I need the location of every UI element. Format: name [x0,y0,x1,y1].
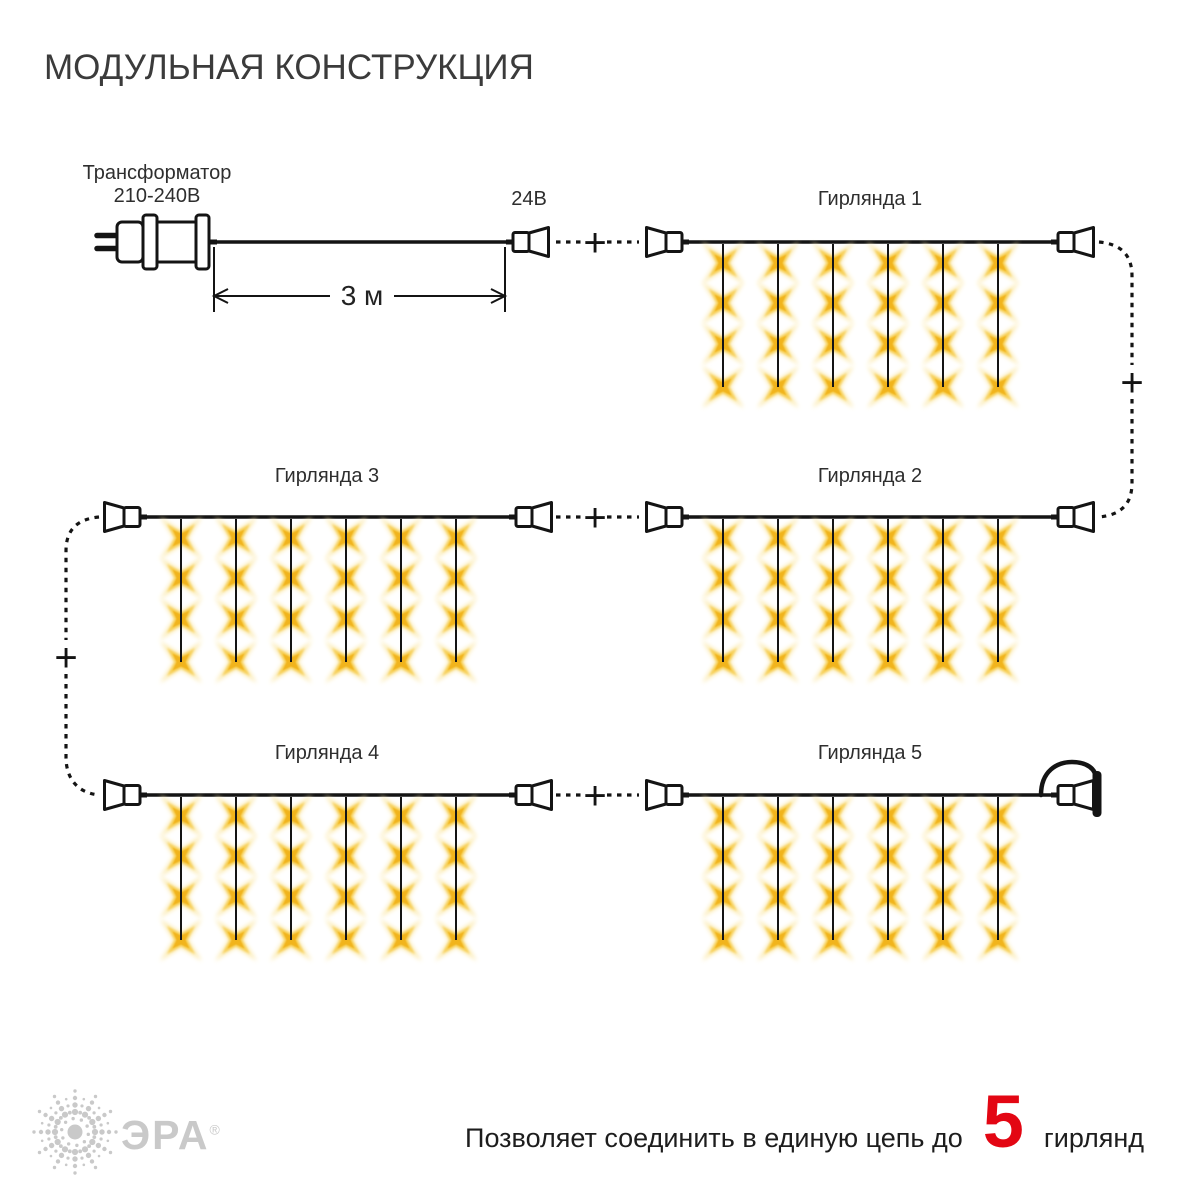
garland-4-graphic [105,781,552,962]
footer-text-before: Позволяет соединить в единую цепь до [465,1123,963,1154]
brand-sunburst-icon [32,1089,117,1174]
plug-connector [647,228,667,257]
plug-connector [1074,228,1094,257]
page-title: МОДУЛЬНАЯ КОНСТРУКЦИЯ [44,48,534,87]
transformer-name: Трансформатор [82,162,232,184]
registered-mark: ® [209,1121,220,1138]
garland-3-label: Гирлянда 3 [274,465,380,487]
cable-length-label: 3 м [330,280,394,312]
footer-caption [465,1080,1144,1164]
garland-1-graphic [647,228,1094,409]
plug-connector [105,781,125,810]
garland-1-label: Гирлянда 1 [817,188,923,210]
plus-connector-symbol: + [583,774,607,818]
garland-5-graphic [647,781,1094,962]
plug-connector [105,503,125,532]
plug-connector [1074,781,1094,810]
plus-connector-symbol: + [583,496,607,540]
plus-connector-symbol: + [583,221,607,265]
brand-logo-text [121,1112,220,1159]
garland-3-graphic [105,503,552,684]
plug-connector [529,228,549,257]
transformer-voltage-in: 210-240В [113,185,201,207]
garland-2-label: Гирлянда 2 [817,465,923,487]
garland-4-label: Гирлянда 4 [274,742,380,764]
garland-2-graphic [647,503,1094,684]
transformer-graphic [97,215,549,269]
plug-connector [647,503,667,532]
garland-5-label: Гирлянда 5 [817,742,923,764]
output-voltage-label: 24В [511,188,547,210]
footer-number: 5 [982,1080,1024,1164]
plus-connector-symbol: + [1120,361,1144,405]
transformer-label [68,162,246,208]
brand-name: ЭРА [121,1112,210,1158]
plug-connector [532,503,552,532]
plug-connector [647,781,667,810]
plug-connector [532,781,552,810]
plus-connector-symbol: + [54,636,78,680]
plug-connector [1074,503,1094,532]
footer-text-after: гирлянд [1043,1123,1144,1154]
